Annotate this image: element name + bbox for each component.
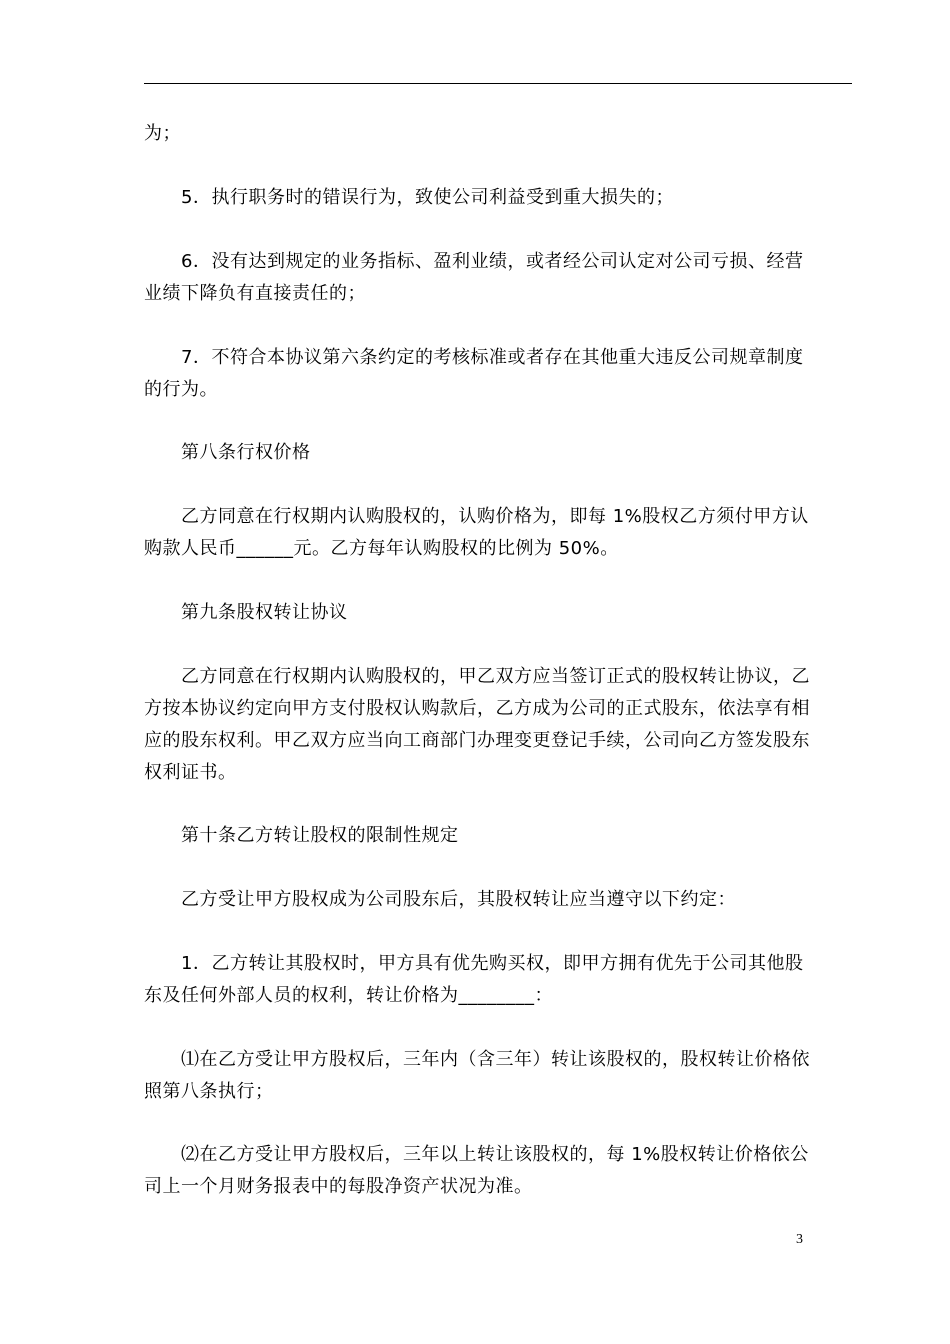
section-heading-article-9: 第九条股权转让协议 <box>181 602 348 623</box>
article-10-subitem-1: ⑴在乙方受让甲方股权后，三年内（含三年）转让该股权的，股权转让价格依照第八条执行； <box>144 1049 810 1102</box>
list-item-5: 5．执行职务时的错误行为，致使公司利益受到重大损失的； <box>181 187 674 208</box>
section-heading-article-10: 第十条乙方转让股权的限制性规定 <box>181 825 459 846</box>
article-10-subitem-2: ⑵在乙方受让甲方股权后，三年以上转让该股权的，每 1%股权转让价格依公司上一个月财务报表中的每股净资产状况为准。 <box>144 1144 809 1197</box>
article-10-item-1: 1．乙方转让其股权时，甲方具有优先购买权，即甲方拥有优先于公司其他股东及任何外部人员的权利，转让价格为________： <box>144 953 804 1006</box>
article-10-intro: 乙方受让甲方股权成为公司股东后，其股权转让应当遵守以下约定： <box>181 889 736 910</box>
list-item-7: 7．不符合本协议第六条约定的考核标准或者存在其他重大违反公司规章制度的行为。 <box>144 347 804 400</box>
list-item-6: 6．没有达到规定的业务指标、盈利业绩，或者经公司认定对公司亏损、经营业绩下降负有直接责任的； <box>144 251 804 304</box>
page-number: 3 <box>796 1232 803 1247</box>
section-heading-article-8: 第八条行权价格 <box>181 442 311 463</box>
paragraph-continuation: 为； <box>144 123 181 144</box>
header-rule <box>144 83 852 84</box>
article-8-body: 乙方同意在行权期内认购股权的，认购价格为，即每 1%股权乙方须付甲方认购款人民币______元。乙方每年认购股权的比例为 50%。 <box>144 506 809 559</box>
article-9-body: 乙方同意在行权期内认购股权的，甲乙双方应当签订正式的股权转让协议，乙方按本协议约定向甲方支付股权认购款后，乙方成为公司的正式股东，依法享有相应的股东权利。甲乙双方应当向工商部门办理变更登记手续，公司向乙方签发股东权利证书。 <box>144 666 810 783</box>
